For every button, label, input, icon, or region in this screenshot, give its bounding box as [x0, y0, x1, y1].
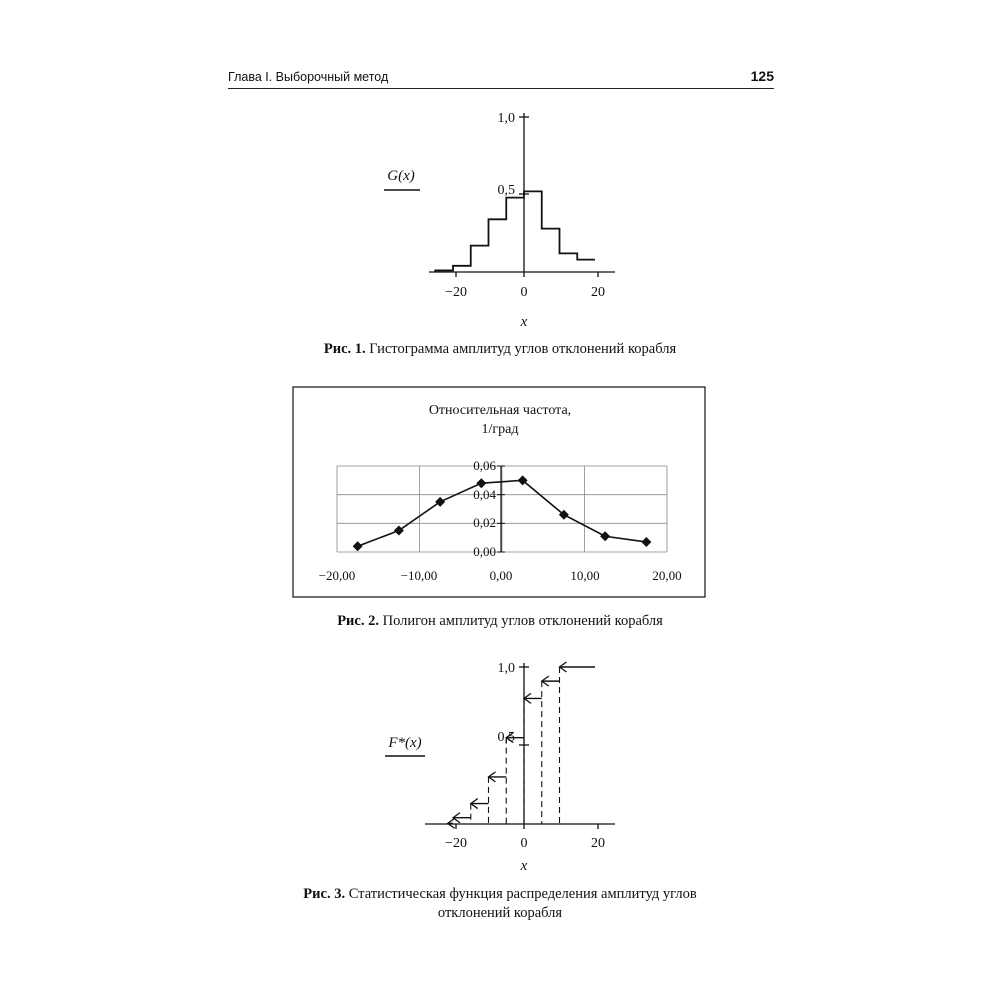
- fig2-title-line2: 1/град: [481, 422, 519, 437]
- fig1-xlabel: x: [520, 314, 528, 330]
- fig3-xtick-3: 20: [591, 836, 605, 851]
- fig3-xtick-1: −20: [445, 836, 467, 851]
- fig2-caption-text: Полигон амплитуд углов отклонений корабля: [382, 613, 663, 629]
- fig3-ytick-1: 1,0: [497, 661, 515, 676]
- fig1-xtick-3: 20: [591, 285, 605, 300]
- fig3-ytick-2: 0,5: [497, 730, 515, 745]
- fig3-xlabel: x: [520, 858, 528, 874]
- fig2-ytick-2: 0,04: [473, 487, 496, 502]
- fig1-ytick-1: 1,0: [497, 111, 515, 126]
- fig2-caption-label: Рис. 2.: [337, 613, 379, 629]
- fig3-caption-line2: отклонений корабля: [437, 905, 563, 921]
- fig2-ytick-3: 0,02: [473, 515, 496, 530]
- fig3-caption-line1: Статистическая функция распределения амплитуд углов: [348, 886, 697, 902]
- fig2-xtick-2: −10,00: [400, 568, 438, 583]
- fig1-caption-text: Гистограмма амплитуд углов отклонений корабля: [369, 341, 677, 357]
- fig1-xtick-2: 0: [520, 285, 528, 300]
- fig2-title-line1: Относительная частота,: [428, 403, 572, 418]
- fig2-xtick-4: 10,00: [570, 568, 600, 583]
- fig2-ytick-4: 0,00: [473, 544, 496, 559]
- fig2-xtick-1: −20,00: [318, 568, 356, 583]
- figure3-caption: [0, 885, 1000, 923]
- fig1-xtick-1: −20: [445, 285, 467, 300]
- fig2-xtick-3: 0,00: [489, 568, 513, 583]
- chapter-title: Глава I. Выборочный метод: [228, 70, 389, 84]
- fig2-xtick-5: 20,00: [652, 568, 682, 583]
- fig3-xtick-2: 0: [520, 836, 528, 851]
- page-number: 125: [750, 68, 774, 84]
- fig2-ytick-1: 0,06: [473, 458, 496, 473]
- fig1-ytick-2: 0,5: [497, 183, 515, 198]
- fig1-legend-label: G(x): [387, 168, 415, 184]
- fig3-caption-label: Рис. 3.: [303, 886, 346, 902]
- fig1-caption-label: Рис. 1.: [323, 341, 366, 357]
- fig3-legend-label: F*(x): [388, 735, 422, 751]
